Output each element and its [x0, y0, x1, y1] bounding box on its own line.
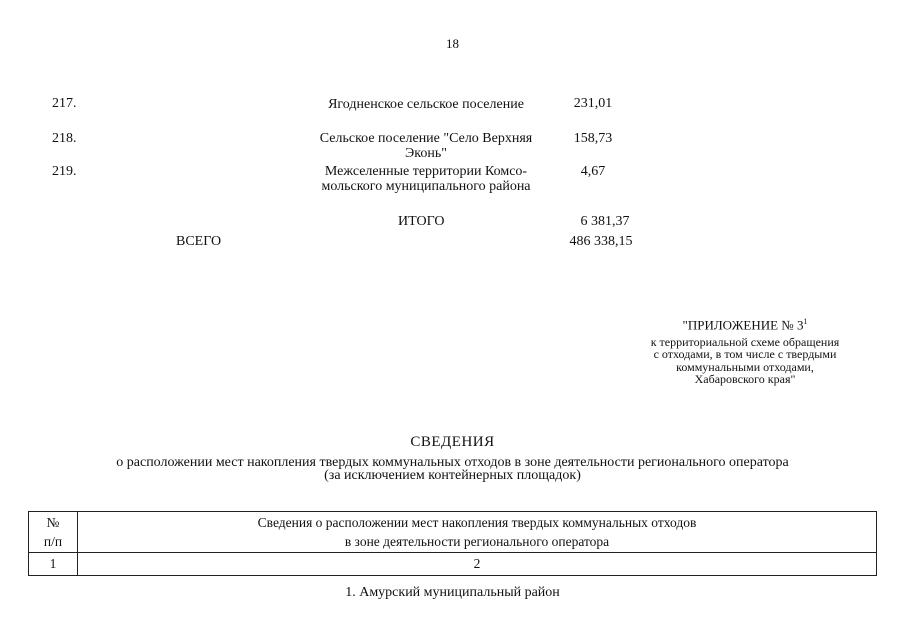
itogo-value: 6 381,37: [580, 214, 630, 229]
table-header-row: [29, 512, 877, 553]
row-number: 217.: [52, 96, 77, 111]
header-cell-number: № п/п: [29, 512, 78, 553]
page-number: 18: [446, 36, 459, 51]
appendix-line: к территориальной схеме обращения: [650, 334, 840, 349]
appendix-block: [600, 316, 890, 386]
vsego-label: ВСЕГО: [176, 234, 222, 249]
subtitle-line: (за исключением контейнерных площадок): [324, 468, 581, 483]
row-number: 219.: [52, 164, 77, 179]
appendix-superscript: 1: [803, 317, 808, 326]
row-name: [296, 164, 556, 194]
header-cell-info: Сведения о расположении мест накопления твердых коммунальных отходов в зоне деятельности регионального оператора: [78, 512, 877, 553]
section-title: 1. Амурский муниципальный район: [345, 585, 560, 600]
row-name-line: Межселенные территории Комсо-: [324, 164, 528, 179]
row-name-line: Сельское поселение "Село Верхняя: [319, 131, 533, 146]
appendix-line: с отходами, в том числе с твердыми: [653, 347, 837, 362]
row-value: 231,01: [573, 96, 613, 111]
itogo-label: ИТОГО: [398, 214, 445, 229]
index-cell: 2: [78, 553, 877, 576]
row-name: [296, 131, 556, 161]
row-value: 158,73: [573, 131, 613, 146]
row-name-line: Ягодненское сельское поселение: [328, 97, 524, 112]
row-name-line: Эконь": [405, 146, 447, 161]
row-value: 4,67: [580, 164, 606, 179]
locations-table: [28, 511, 877, 576]
subtitle-line: о расположении мест накопления твердых коммунальных отходов в зоне деятельности регионального оператора: [116, 455, 789, 470]
table-index-row: [29, 553, 877, 576]
appendix-title: "ПРИЛОЖЕНИЕ № $3^1$: [682, 317, 808, 333]
document-title: СВЕДЕНИЯ: [410, 434, 495, 450]
appendix-line: коммунальными отходами,: [676, 359, 814, 374]
row-name-line: мольского муниципального района: [321, 179, 531, 194]
row-name: [296, 97, 556, 112]
vsego-value: 486 338,15: [569, 234, 633, 249]
document-subtitle: [0, 456, 905, 482]
row-number: 218.: [52, 131, 77, 146]
index-cell: 1: [29, 553, 78, 576]
appendix-line: Хабаровского края": [694, 372, 796, 387]
